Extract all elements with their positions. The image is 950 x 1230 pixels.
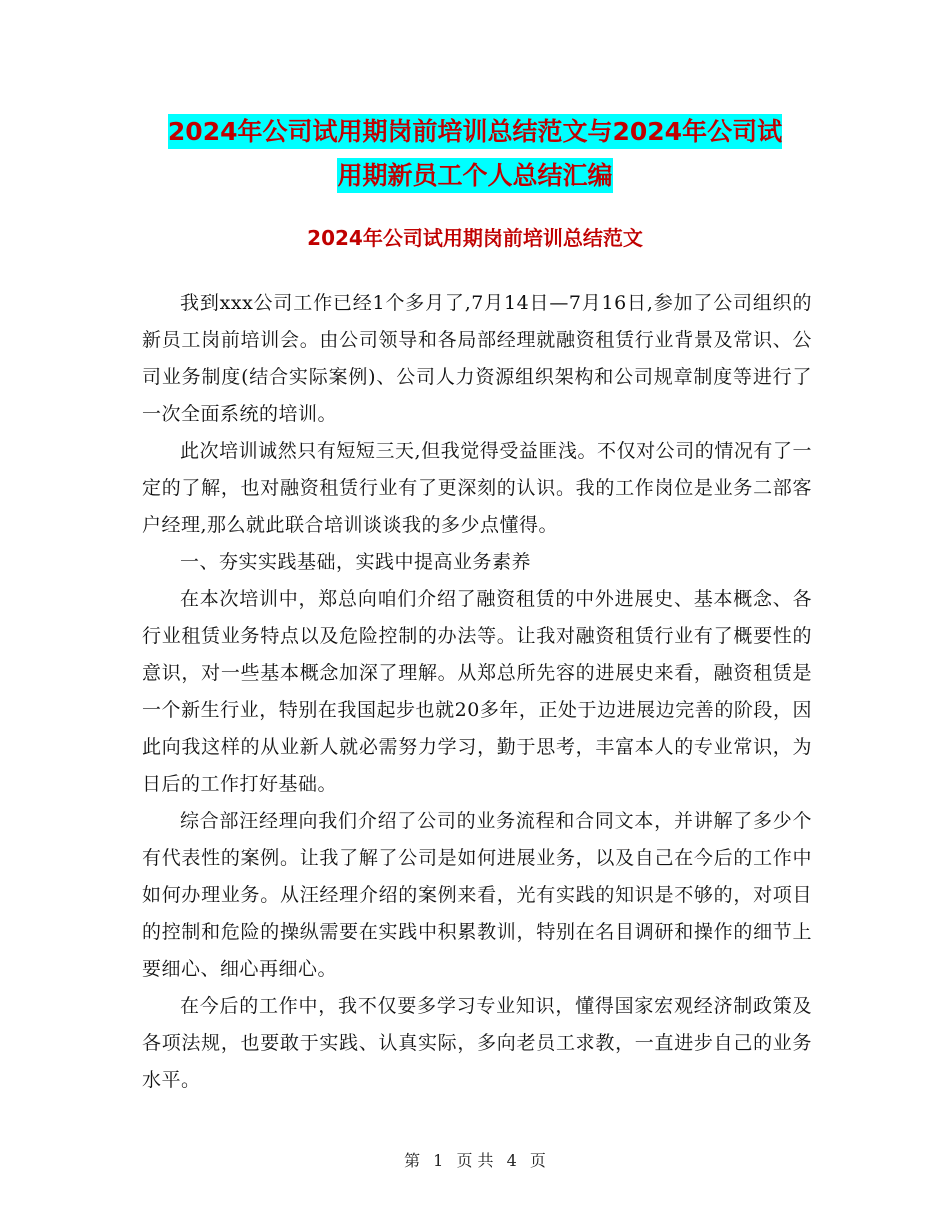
paragraph: 此次培训诚然只有短短三天,但我觉得受益匪浅。不仅对公司的情况有了一定的了解，也对融资租赁行业有了更深刻的认识。我的工作岗位是业务二部客户经理,那么就此联合培训谈谈我的多少点懂得。: [142, 440, 812, 536]
footer-prefix: 第: [404, 1151, 421, 1170]
paragraph: 综合部汪经理向我们介绍了公司的业务流程和合同文本，并讲解了多少个有代表性的案例。让我了解了公司是如何进展业务，以及自己在今后的工作中如何办理业务。从汪经理介绍的案例来看，光有实践的知识是不够的，对项目的控制和危险的操纵需要在实践中积累教训，特别在名目调研和操作的细节上要细心、细心再细心。: [142, 810, 812, 980]
footer-mid: 页 共: [456, 1151, 494, 1170]
document-title-line-2: [140, 151, 810, 201]
document-title-highlight-2: 用期新员工个人总结汇编: [337, 158, 612, 193]
page-footer: [0, 1148, 950, 1171]
paragraph: 我到xxx公司工作已经1个多月了,7月14日—7月16日,参加了公司组织的新员工岗前培训会。由公司领导和各局部经理就融资租赁行业背景及常识、公司业务制度(结合实际案例)、公司人力资源组织架构和公司规章制度等进行了一次全面系统的培训。: [142, 292, 812, 425]
footer-current-page: 1: [433, 1151, 444, 1170]
document-title-line-1: [140, 107, 810, 157]
footer-total-pages: 4: [506, 1151, 517, 1170]
paragraph: 在本次培训中，郑总向咱们介绍了融资租赁的中外进展史、基本概念、各行业租赁业务特点以及危险控制的办法等。让我对融资租赁行业有了概要性的意识，对一些基本概念加深了理解。从郑总所先容的进展史来看，融资租赁是一个新生行业，特别在我国起步也就20多年，正处于边进展边完善的阶段，因此向我这样的从业新人就必需努力学习，勤于思考，丰富本人的专业常识，为日后的工作打好基础。: [142, 588, 812, 795]
document-body: [142, 285, 812, 1099]
footer-suffix: 页: [529, 1151, 546, 1170]
paragraph: 在今后的工作中，我不仅要多学习专业知识，懂得国家宏观经济制政策及各项法规，也要敢于实践、认真实际，多向老员工求教，一直进步自己的业务水平。: [142, 995, 812, 1091]
section-title: 2024年公司试用期岗前培训总结范文: [307, 226, 643, 250]
paragraph-heading: 一、夯实实践基础，实践中提高业务素养: [180, 551, 532, 573]
document-title-highlight-1: 2024年公司试用期岗前培训总结范文与2024年公司试: [168, 114, 782, 149]
